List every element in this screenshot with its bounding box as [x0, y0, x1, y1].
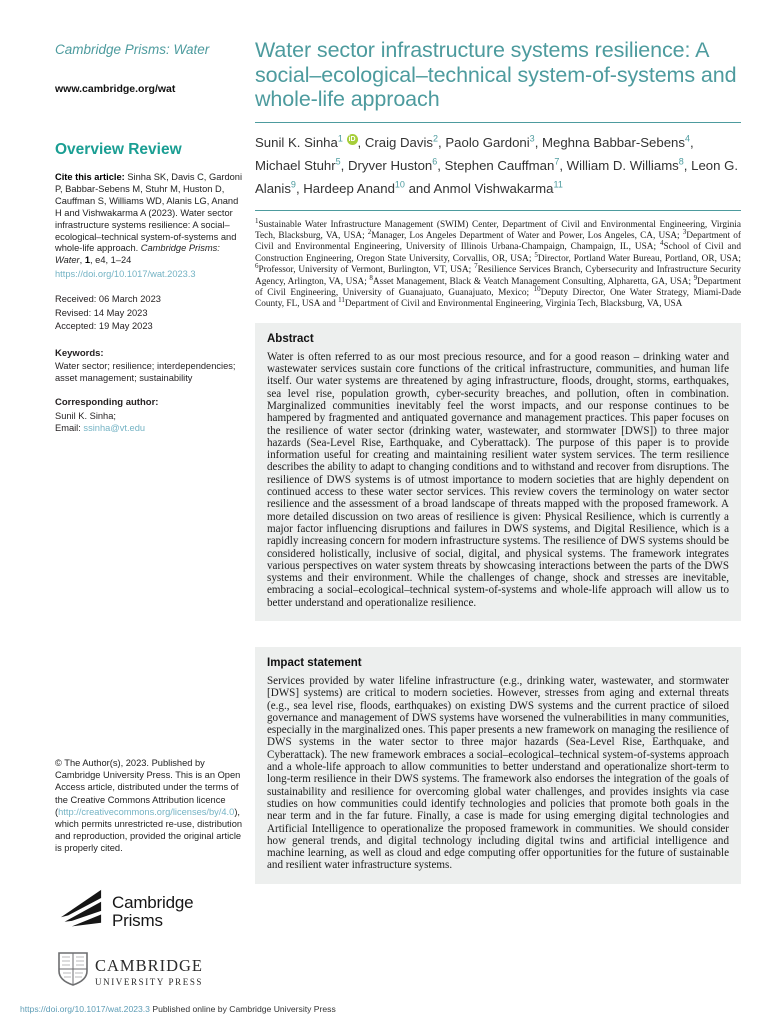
footer-doi-link[interactable]: https://doi.org/10.1017/wat.2023.3 [20, 1004, 150, 1014]
orcid-icon: iD [348, 136, 356, 144]
email-link[interactable]: ssinha@vt.edu [83, 423, 146, 434]
copyright-notice [55, 757, 247, 855]
prisms-word-1: Cambridge [112, 892, 194, 912]
divider-authors [255, 210, 741, 211]
article-type-heading: Overview Review [55, 141, 182, 158]
cambridge-university-press-logo [58, 952, 203, 991]
corresponding-author-block [55, 397, 243, 434]
article-title: Water sector infrastructure systems resilience: A social–ecological–technical system-of-systems and whole-life approach [255, 38, 737, 111]
abstract-heading: Abstract [267, 332, 314, 345]
citation-doi-link[interactable]: https://doi.org/10.1017/wat.2023.3 [55, 269, 196, 280]
keywords-heading: Keywords: [55, 348, 104, 360]
corresponding-author-heading: Corresponding author: [55, 397, 159, 409]
affiliations: $^1$Sustainable Water Infrastructure Management (SWIM) Center, Department of Civil and Environmental Engineering, Virginia Tech, Blacksburg, VA, USA; $^2$Manager, Los Angeles Department of Water and Power, Los Angeles, CA, USA; $^3$Department of Civil and Environmental Engineering, University of Illinois Urbana-Champaign, Champaign, IL, USA; $^4$School of Civil and Construction Engineering, Oregon State University, Corvallis, OR, USA; $^5$Director, Portland Water Bureau, Portland, OR, USA; $^6$Professor, University of Vermont, Burlington, VT, USA; $^7$Resilience Services Branch, Cybersecurity and Infrastructure Security Agency, Arlington, VA, USA; $^8$Asset Management, Black & Veatch Management Consulting, Alpharetta, GA, USA; $^9$Department of Civil Engineering, University of Guanajuato, Guanajuato, Mexico; $^{10}$Deputy Director, One Water Strategy, Miami-Dade County, FL, USA and $^{11}$Department of Civil and Environmental Engineering, Virginia Tech, Blacksburg, VA, USA [255, 216, 741, 310]
cambridge-prisms-logo [58, 888, 193, 935]
corresponding-author-email-line [55, 422, 243, 434]
page-footer [20, 1004, 336, 1014]
author-list: Sunil K. Sinha$^1$ iD , Craig Davis$^2$, Paolo Gardoni$^3$, Meghna Babbar-Sebens$^4$, Michael Stuhr$^5$, Dryver Huston$^6$, Stephen Cauffman$^7$, William D. Williams$^8$, Leon G. Alanis$^9$, Hardeep Anand$^{10}$ and Anmol Vishwakarma$^{11}$ [255, 133, 739, 196]
cup-shield-icon [58, 952, 88, 991]
received-date: Received: 06 March 2023 [55, 294, 161, 305]
journal-url: www.cambridge.org/wat [55, 83, 176, 95]
accepted-date: Accepted: 19 May 2023 [55, 321, 153, 332]
prisms-mark-icon [58, 888, 104, 935]
main-column [255, 38, 741, 884]
divider-top [255, 122, 741, 123]
cup-word-2: UNIVERSITY PRESS [95, 977, 204, 987]
creative-commons-link[interactable]: http://creativecommons.org/licenses/by/4.0 [58, 806, 235, 817]
corresponding-author-name: Sunil K. Sinha; [55, 410, 116, 421]
email-label: Email: [55, 423, 84, 434]
sidebar [55, 42, 243, 435]
footer-published-text: Published online by Cambridge University Press [149, 1004, 336, 1014]
impact-body: Services provided by water lifeline infrastructure (e.g., drinking water, wastewater, and stormwater [DWS] systems) are critical to modern societies. However, stresses from aging and external threats (e.g., sea level rise, floods, earthquakes) on existing DWS systems and the current practice of siloed governance and management of DWS systems have worsened the vulnerabilities in many communities, especially in the marginalized ones. This paper presents a new framework on managing the resilience of DWS systems in the water sector to three major hazards (Sea-Level Rise, Earthquake, and Cyberattack). The new framework embraces a social–ecological–technical system-of-systems approach and a whole-life approach to allow communities to better understand and operationalize short-term to long-term resilience in their DWS systems. The framework also endorses the integration of the goals of sustainability and resilience for overcoming global water challenges, and provides insights via case studies on how communities could identify technologies and policies that promote both goals in the near term and in the far future. Finally, a case is made for using emerging digital technologies and Artificial Intelligence to operationalize the proposed framework in communities. We should consider how general trends, and digital technology including digital twins and artificial intelligence and machine learning, as well as cloud and edge computing offer opportunities for the future of sustainable and resilient water infrastructure systems. [267, 674, 729, 872]
prisms-wordmark [112, 894, 193, 930]
copyright-text-after: ), which permits unrestricted re-use, distribution and reproduction, provided the original article is properly cited. [55, 806, 243, 854]
impact-heading: Impact statement [267, 656, 362, 669]
impact-statement-section [255, 647, 741, 884]
journal-name: Cambridge Prisms: Water [55, 42, 210, 57]
keywords-block [55, 348, 243, 384]
keywords-text: Water sector; resilience; interdependencies; asset management; sustainability [55, 361, 236, 384]
abstract-body: Water is often referred to as our most precious resource, and for a good reason – drinking water and wastewater services sustain core functions of the critical infrastructure, communities, and human life itself. Our water systems are threatened by aging infrastructure, floods, drought, storms, earthquakes, sea level rise, population growth, cyber-security breaches, and pollution, often in combination. Marginalized communities inevitably feel the worst impacts, and our response continues to be hampered by fragmented and antiquated governance and management practices. This paper focuses on the resilience of water sector (drinking water, wastewater, and stormwater [DWS]) to three major hazards (Sea-Level Rise, Earthquake, and Cyberattack). The purpose of this paper is to provide information useful for creating and maintaining resilient water system services. The term resilience describes the ability to adapt to changing conditions and to withstand and recover from disruptions. The resilience of DWS systems is of utmost importance to modern societies that are highly dependent on continued access to these water sector services. This review covers the terminology on water sector resilience and the assessment of a broad landscape of threats mapped with the proposed framework. A more detailed discussion on two areas of resilience is given: Physical Resilience, which is currently a major factor influencing disruptions and failures in DWS systems, and Digital Resilience, which is a rapidly increasing concern for modern infrastructure systems. The resilience of DWS systems should be considered holistically, inclusive of social, digital, and physical systems. The framework integrates various perspectives on water system threats by showcasing interactions between the parts of the DWS systems and their environment. While the challenges of change, shock and stresses are inevitable, embracing a social–ecological–technical system-of-systems and whole-life approach will allow us to better understand and operationalize resilience. [267, 350, 729, 609]
revised-date: Revised: 14 May 2023 [55, 307, 148, 318]
prisms-word-2: Prisms [112, 910, 163, 930]
cup-word-1: CAMBRIDGE [95, 956, 204, 975]
abstract-section [255, 323, 741, 621]
copyright-text-before: © The Author(s), 2023. Published by Cambridge University Press. This is an Open Access article, distributed under the terms of the Creative Commons Attribution licence ( [55, 758, 241, 817]
cup-wordmark [95, 956, 203, 987]
citation-text: Cite this article: Sinha SK, Davis C, Gardoni P, Babbar-Sebens M, Stuhr M, Huston D, Cauffman S, Williams WD, Alanis LG, Anand H and Vishwakarma A (2023). Water sector infrastructure systems resilience: A social–ecological–technical system-of-systems and whole-life approach. Cambridge Prisms: Water, 1, e4, 1–24 [55, 172, 243, 266]
article-history [55, 293, 243, 333]
